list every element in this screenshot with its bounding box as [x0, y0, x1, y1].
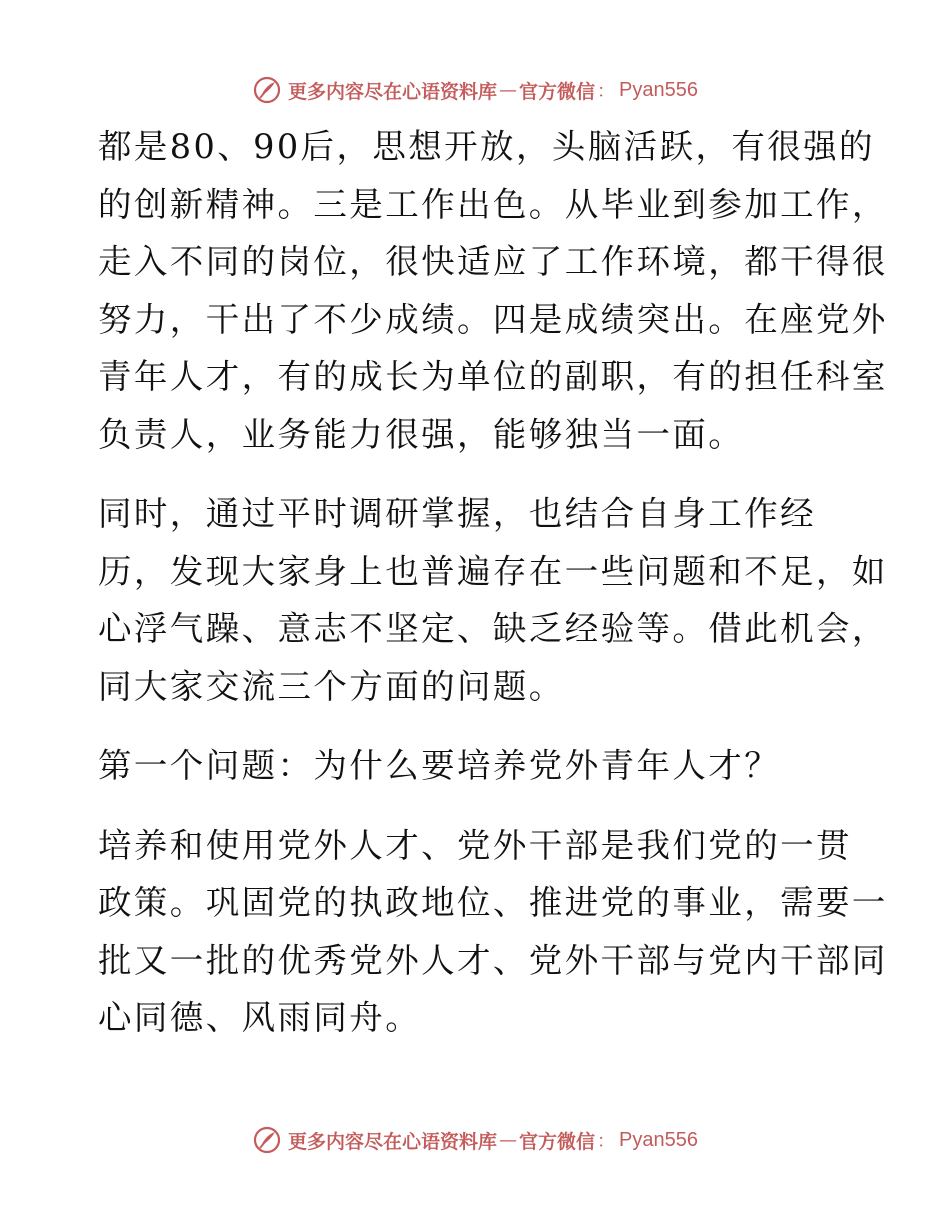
text-line: 心同德、风雨同舟。 — [98, 998, 422, 1037]
banner-wechat-label: 官方微信 — [519, 1130, 596, 1153]
paragraph-1 — [98, 118, 888, 463]
banner-colon: ： — [597, 81, 616, 102]
banner-colon: ： — [597, 1131, 616, 1152]
text-line: 第一个问题：为什么要培养党外青年人才？ — [98, 746, 781, 785]
banner-separator: — — [499, 79, 518, 101]
text-line: 历，发现大家身上也普遍存在一些问题和不足，如 — [98, 551, 888, 591]
banner-wechat-label: 官方微信 — [519, 80, 596, 103]
header-banner — [0, 70, 950, 110]
text-line: 同大家交流三个方面的问题。 — [98, 666, 565, 706]
quill-logo-icon — [252, 75, 282, 105]
text-line: 努力，干出了不少成绩。四是成绩突出。在座党外 — [98, 299, 888, 339]
text-line: 培养和使用党外人才、党外干部是我们党的一贯 — [98, 825, 852, 865]
text-line: 负责人，业务能力很强，能够独当一面。 — [98, 414, 745, 454]
text-line: 的创新精神。三是工作出色。从毕业到参加工作， — [98, 184, 888, 224]
banner-text: 更多内容尽在心语资料库 — [288, 1130, 498, 1153]
banner-text: 更多内容尽在心语资料库 — [288, 80, 498, 103]
text-line: 心浮气躁、意志不坚定、缺乏经验等。借此机会， — [98, 609, 888, 648]
text-line: 都是80、90后，思想开放，头脑活跃，有很强的 — [98, 127, 875, 166]
paragraph-3 — [98, 817, 888, 1047]
section-heading — [98, 737, 858, 795]
quill-logo-icon — [252, 1125, 282, 1155]
text-line: 走入不同的岗位，很快适应了工作环境，都干得很 — [98, 242, 888, 281]
paragraph-2 — [98, 485, 888, 715]
text-line: 同时，通过平时调研掌握，也结合自身工作经 — [98, 494, 816, 533]
footer-banner — [0, 1120, 950, 1160]
banner-wechat-id: Pyan556 — [619, 78, 698, 101]
text-line: 政策。巩固党的执政地位、推进党的事业，需要一 — [98, 883, 888, 922]
banner-wechat-id: Pyan556 — [619, 1128, 698, 1151]
banner-separator: — — [499, 1129, 518, 1151]
document-body — [98, 118, 888, 1047]
text-line: 青年人才，有的成长为单位的副职，有的担任科室 — [98, 357, 888, 396]
text-line: 批又一批的优秀党外人才、党外干部与党内干部同 — [98, 940, 888, 980]
